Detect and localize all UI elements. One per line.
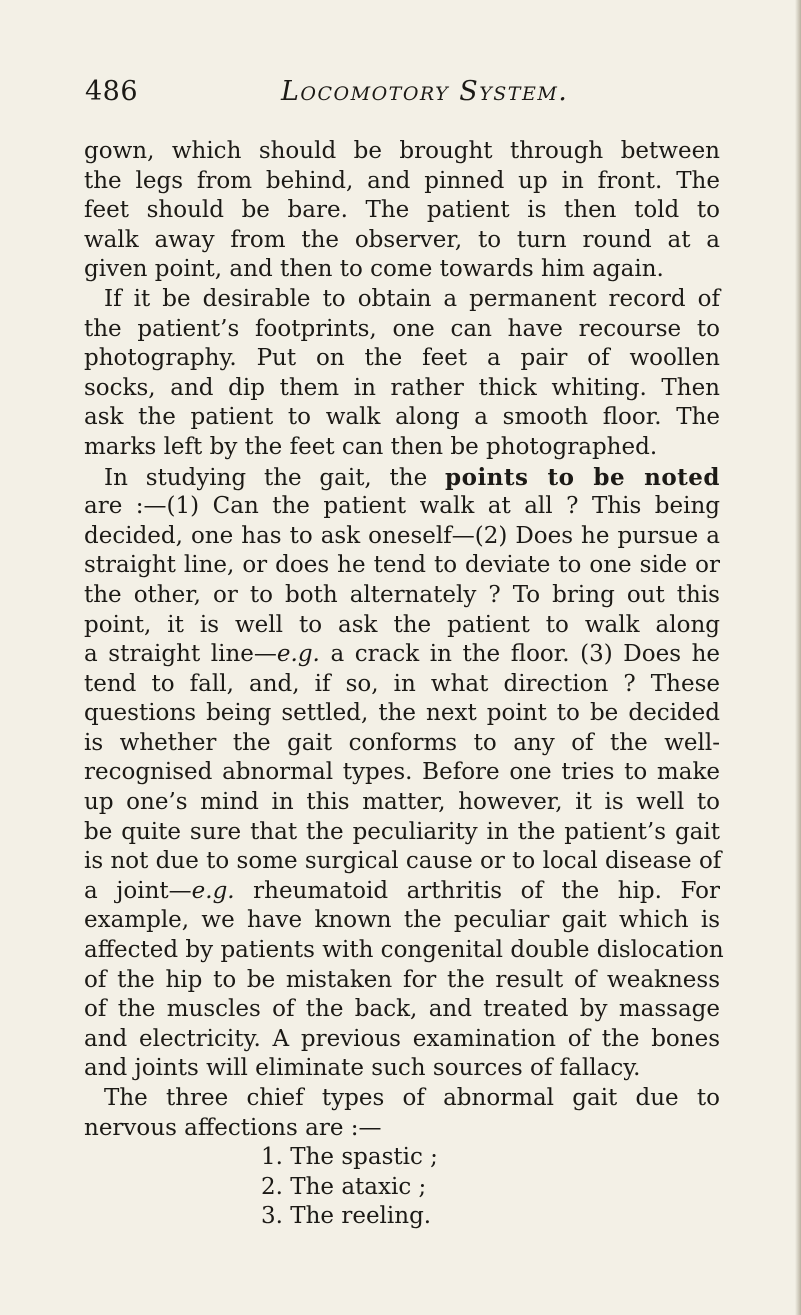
text-segment: a crack in the floor. (3) Does he: [319, 641, 721, 668]
list-item: 1. The spastic ;: [261, 1144, 438, 1171]
body-text: [84, 137, 724, 1232]
text-line: the patient’s footprints, one can have recourse to: [84, 315, 720, 342]
running-head: [85, 72, 721, 112]
page-edge: [795, 0, 801, 1315]
text-line: marks left by the feet can then be photographed.: [84, 433, 658, 460]
text-segment: rheumatoid arthritis of the hip. For: [234, 877, 720, 904]
text-segment: a joint—: [84, 877, 192, 904]
text-line: nervous affections are :—: [84, 1114, 382, 1141]
text-line: gown, which should be brought through between: [84, 138, 720, 164]
text-line: [84, 463, 720, 493]
text-line: of the hip to be mistaken for the result of weakness: [84, 966, 720, 993]
text-line: the legs from behind, and pinned up in front. The: [84, 167, 720, 194]
text-line: and joints will eliminate such sources of fallacy.: [84, 1055, 641, 1082]
italic-abbrev: e.g.: [276, 641, 320, 668]
text-line: be quite sure that the peculiarity in the patient’s gait: [84, 818, 720, 845]
text-line: affected by patients with congenital double dislocation: [84, 937, 724, 964]
text-line: example, we have known the peculiar gait which is: [84, 907, 720, 934]
text-line: [84, 877, 720, 907]
text-line: decided, one has to ask oneself—(2) Does he pursue a: [84, 522, 720, 549]
text-line: feet should be bare. The patient is then told to: [84, 197, 720, 224]
list-item: 3. The reeling.: [261, 1203, 432, 1230]
text-line: questions being settled, the next point to be decided: [84, 700, 720, 727]
text-line: [84, 640, 720, 670]
text-line: are :—(1) Can the patient walk at all ? This being: [84, 493, 720, 520]
text-line: is whether the gait conforms to any of the well-: [84, 729, 720, 756]
text-line: up one’s mind in this matter, however, it is well to: [84, 789, 720, 816]
running-title: Locomotory System.: [281, 76, 569, 107]
text-segment: In studying the gait, the: [104, 464, 428, 491]
text-line: is not due to some surgical cause or to local disease of: [84, 848, 722, 875]
text-line: straight line, or does he tend to deviate to one side or: [84, 552, 720, 579]
text-line: If it be desirable to obtain a permanent record of: [104, 285, 720, 312]
text-line: point, it is well to ask the patient to walk along: [84, 611, 720, 638]
text-line: recognised abnormal types. Before one tries to make: [84, 759, 720, 786]
text-line: ask the patient to walk along a smooth floor. The: [84, 404, 720, 431]
text-line: of the muscles of the back, and treated by massage: [84, 996, 720, 1023]
text-line: walk away from the observer, to turn round at a: [84, 226, 720, 253]
list-item: 2. The ataxic ;: [261, 1173, 427, 1200]
text-line: socks, and dip them in rather thick whiting. Then: [84, 374, 720, 401]
bold-phrase: points to be noted: [445, 463, 721, 491]
text-line: photography. Put on the feet a pair of woollen: [84, 345, 720, 372]
italic-abbrev: e.g.: [191, 877, 235, 904]
text-line: and electricity. A previous examination of the bones: [84, 1025, 720, 1052]
text-line: the other, or to both alternately ? To bring out this: [84, 581, 720, 608]
text-line: The three chief types of abnormal gait due to: [104, 1085, 720, 1111]
text-line: given point, and then to come towards him again.: [84, 256, 664, 283]
page-number: 486: [85, 76, 139, 107]
text-line: tend to fall, and, if so, in what direction ? These: [84, 670, 720, 697]
text-segment: a straight line—: [84, 641, 277, 668]
